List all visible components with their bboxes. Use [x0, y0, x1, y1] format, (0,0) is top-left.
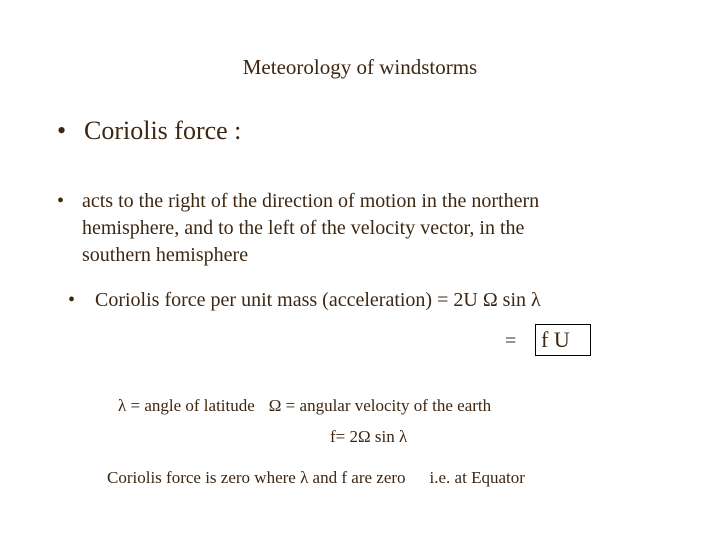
description-line: southern hemisphere — [82, 244, 249, 266]
formula-text: Coriolis force per unit mass (acceleration) = 2U Ω sin λ — [95, 289, 541, 311]
description-line: hemisphere, and to the left of the velocity vector, in the — [82, 217, 525, 239]
omega-definition: Ω = angular velocity of the earth — [268, 396, 492, 415]
zero-statement-line — [107, 468, 525, 488]
description-line — [57, 188, 539, 215]
bullet-marker: • — [57, 116, 67, 145]
zero-statement: Coriolis force is zero where λ and f are zero — [107, 468, 406, 487]
equator-statement: i.e. at Equator — [429, 468, 525, 487]
formula-bullet — [68, 289, 541, 312]
formula-box: f U — [535, 324, 591, 356]
lambda-definition: λ = angle of latitude — [118, 396, 255, 415]
description-line-text: acts to the right of the direction of motion in the northern — [82, 190, 540, 212]
f-definition: f= 2Ω sin λ — [330, 427, 408, 446]
equals-sign: = — [505, 330, 517, 352]
description-bullet — [57, 188, 539, 269]
slide-title: Meteorology of windstorms — [242, 55, 478, 79]
heading-bullet-text: Coriolis force : — [84, 116, 242, 145]
bullet-marker: • — [57, 190, 65, 212]
heading-bullet — [57, 116, 241, 146]
definitions-line — [118, 396, 491, 416]
bullet-marker: • — [68, 289, 76, 311]
